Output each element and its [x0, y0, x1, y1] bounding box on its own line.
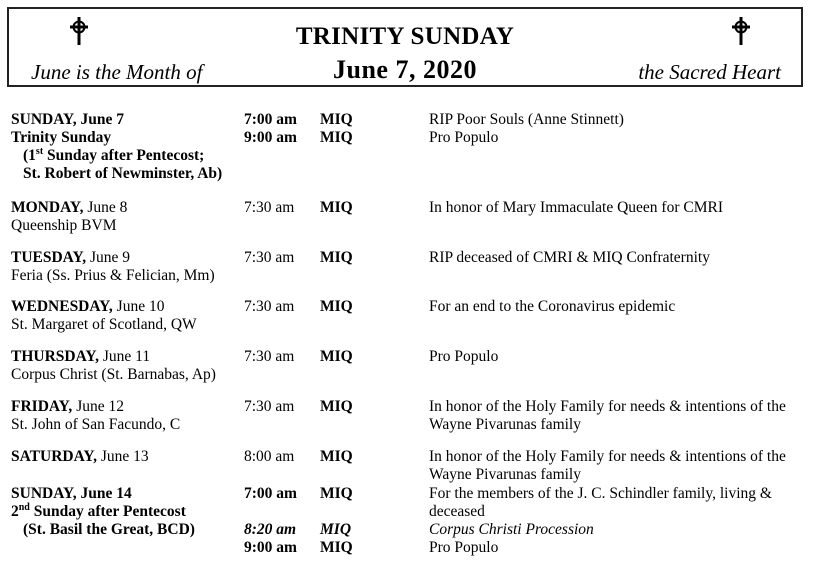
- mass-celebrant: MIQ: [320, 521, 352, 538]
- feast-name: Corpus Christ (St. Barnabas, Ap): [11, 366, 216, 383]
- mass-row: [11, 129, 806, 147]
- mass-intention: Corpus Christi Procession: [429, 521, 594, 538]
- mass-time: 8:00 am: [244, 448, 295, 465]
- mass-row: [11, 539, 806, 557]
- bulletin-date: June 7, 2020: [333, 55, 477, 84]
- mass-intention: Pro Populo: [429, 129, 499, 146]
- mass-intention: Pro Populo: [429, 348, 499, 365]
- mass-celebrant: MIQ: [320, 249, 353, 266]
- mass-celebrant: MIQ: [320, 539, 353, 556]
- mass-intention: For the members of the J. C. Schindler family, living & deceased: [429, 485, 772, 520]
- mass-time: 9:00 am: [244, 539, 297, 556]
- mass-celebrant: MIQ: [320, 298, 353, 315]
- mass-celebrant: MIQ: [320, 485, 353, 502]
- feast-note: (1st Sunday after Pentecost;: [23, 145, 205, 164]
- month-dedication-left: June is the Month of: [31, 60, 203, 84]
- day-label: FRIDAY, June 12: [11, 398, 124, 415]
- schedule-day: [11, 348, 806, 398]
- mass-time: 7:00 am: [244, 111, 297, 128]
- mass-intention: RIP Poor Souls (Anne Stinnett): [429, 111, 624, 128]
- schedule-day: [11, 111, 806, 199]
- day-label: SUNDAY, June 7: [11, 111, 124, 128]
- feast-note: (St. Basil the Great, BCD): [23, 521, 195, 538]
- mass-row: [11, 111, 806, 129]
- mass-celebrant: MIQ: [320, 398, 353, 415]
- schedule-day: [11, 298, 806, 348]
- day-label: MONDAY, June 8: [11, 199, 128, 216]
- mass-intention: In honor of the Holy Family for needs & intentions of the Wayne Pivarunas family: [429, 398, 786, 433]
- mass-celebrant: MIQ: [320, 348, 353, 365]
- feast-name: St. John of San Facundo, C: [11, 416, 181, 433]
- day-label: THURSDAY, June 11: [11, 348, 151, 365]
- mass-intention: In honor of Mary Immaculate Queen for CMRI: [429, 199, 723, 216]
- day-label: WEDNESDAY, June 10: [11, 298, 165, 315]
- mass-time: 7:30 am: [244, 348, 295, 365]
- day-label: TUESDAY, June 9: [11, 249, 131, 266]
- month-dedication-right: the Sacred Heart: [638, 60, 781, 84]
- feast-note: St. Robert of Newminster, Ab): [23, 165, 223, 182]
- mass-intention: For an end to the Coronavirus epidemic: [429, 298, 676, 315]
- mass-time: 7:30 am: [244, 298, 295, 315]
- mass-celebrant: MIQ: [320, 199, 353, 216]
- schedule-day: [11, 448, 806, 485]
- mass-time: 9:00 am: [244, 129, 297, 146]
- mass-row: [11, 199, 806, 217]
- mass-intention: In honor of the Holy Family for needs & intentions of the Wayne Pivarunas family: [429, 448, 786, 483]
- mass-row: [11, 298, 806, 316]
- mass-schedule: [11, 111, 806, 557]
- mass-row: [11, 485, 806, 521]
- mass-time: 7:30 am: [244, 398, 295, 415]
- mass-intention: Pro Populo: [429, 539, 499, 556]
- mass-row: [11, 249, 806, 267]
- mass-time: 7:30 am: [244, 249, 295, 266]
- feast-name: Queenship BVM: [11, 217, 117, 234]
- mass-celebrant: MIQ: [320, 111, 353, 128]
- day-label: SUNDAY, June 14: [11, 485, 132, 502]
- mass-time: 8:20 am: [244, 521, 297, 538]
- day-label: SATURDAY, June 13: [11, 448, 149, 465]
- mass-time: 7:30 am: [244, 199, 295, 216]
- mass-time: 7:00 am: [244, 485, 297, 502]
- bulletin-header: [7, 7, 803, 87]
- schedule-day: [11, 485, 806, 557]
- schedule-day: [11, 199, 806, 249]
- mass-row: [11, 448, 806, 483]
- mass-row: [11, 521, 806, 539]
- schedule-day: [11, 249, 806, 298]
- mass-intention: RIP deceased of CMRI & MIQ Confraternity: [429, 249, 710, 266]
- mass-celebrant: MIQ: [320, 448, 353, 465]
- mass-celebrant: MIQ: [320, 129, 353, 146]
- page-title: TRINITY SUNDAY: [295, 23, 515, 50]
- schedule-day: [11, 398, 806, 448]
- feast-name: St. Margaret of Scotland, QW: [11, 316, 197, 333]
- mass-row: [11, 348, 806, 366]
- feast-name: Trinity Sunday: [11, 129, 112, 146]
- feast-name: Feria (Ss. Prius & Felician, Mm): [11, 267, 215, 284]
- feast-name: 2nd Sunday after Pentecost: [11, 501, 186, 520]
